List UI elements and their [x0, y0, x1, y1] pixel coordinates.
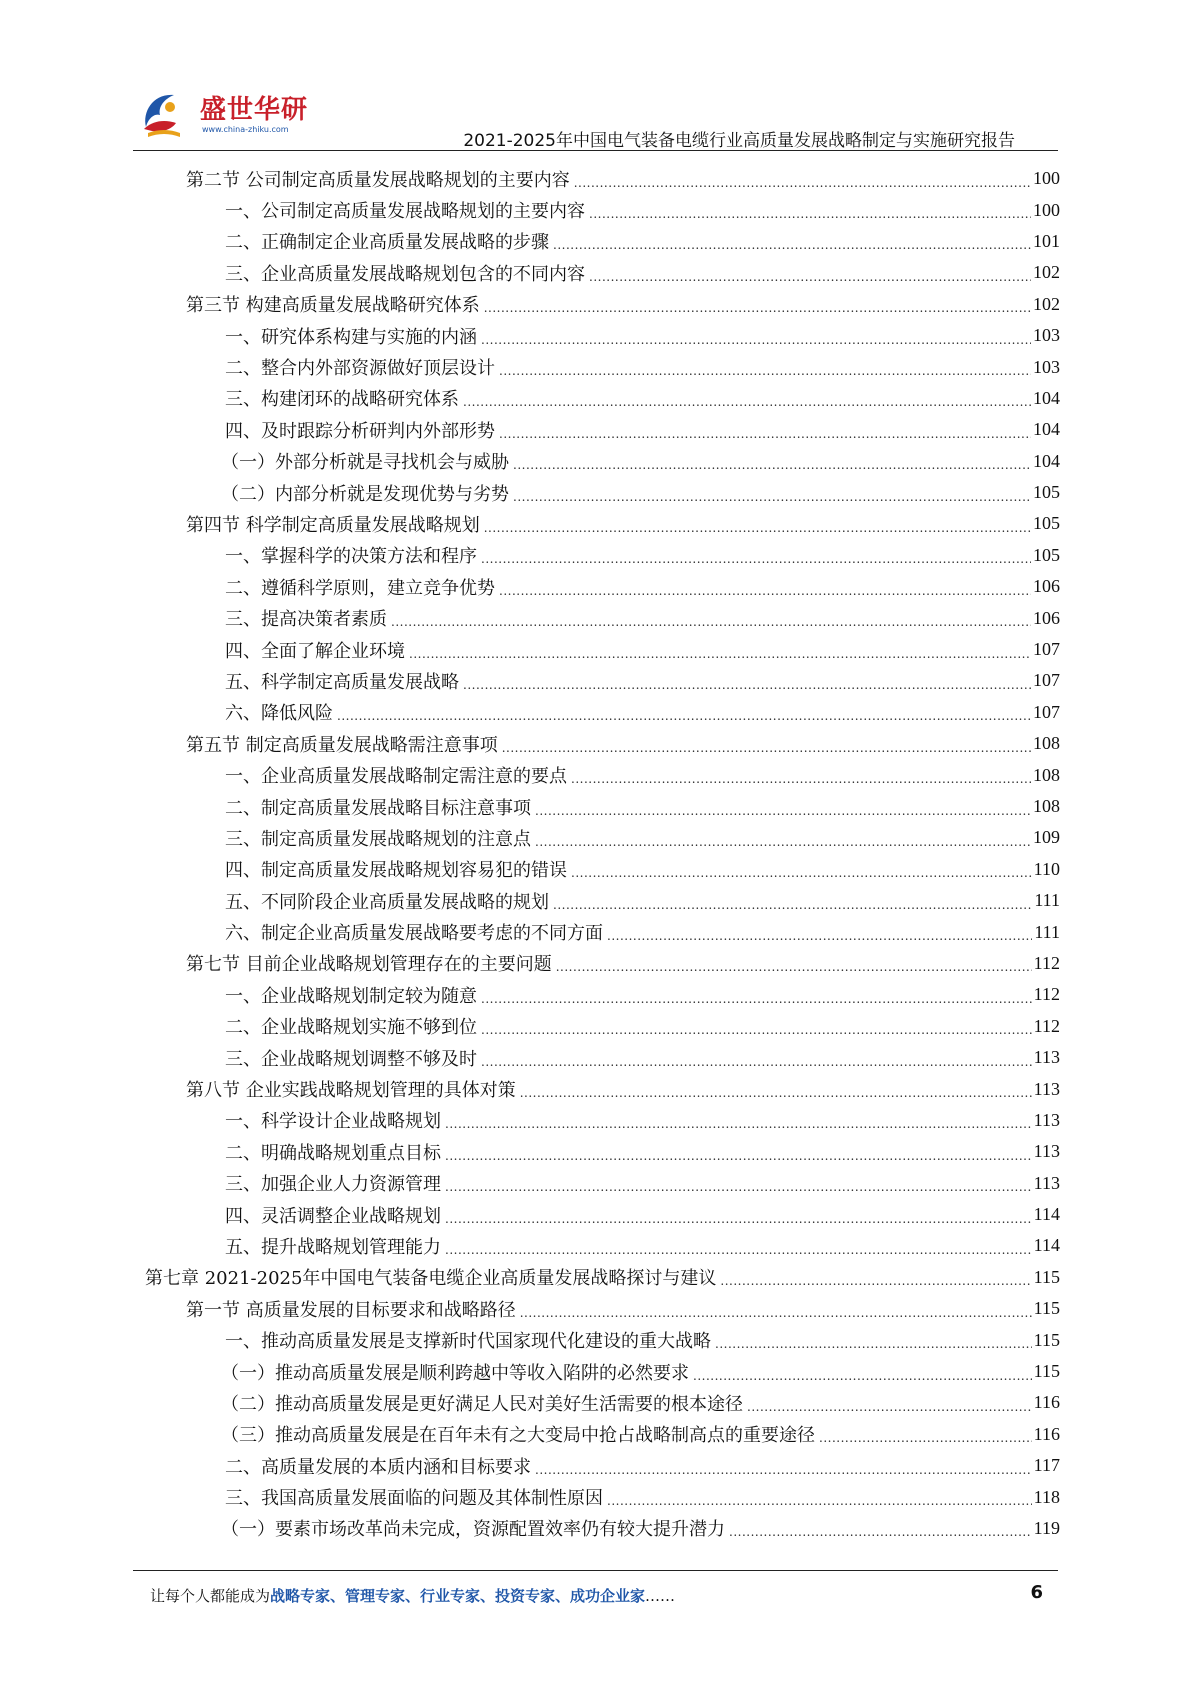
toc-entry-page: 117: [1033, 1455, 1060, 1476]
toc-entry-title: 一、公司制定高质量发展战略规划的主要内容: [225, 201, 585, 223]
toc-leader-dots: [481, 1017, 1032, 1035]
toc-entry[interactable]: [145, 822, 1060, 853]
toc-entry-page: 108: [1033, 764, 1060, 785]
toc-entry-title: 三、我国高质量发展面临的问题及其体制性原因: [225, 1488, 603, 1510]
toc-entry-page: 116: [1033, 1392, 1060, 1413]
toc-entry-title: （一）推动高质量发展是顺利跨越中等收入陷阱的必然要求: [221, 1362, 689, 1384]
toc-leader-dots: [445, 1143, 1032, 1161]
company-logo: [138, 85, 308, 145]
toc-entry[interactable]: [145, 1230, 1060, 1261]
toc-entry-title: 一、掌握科学的决策方法和程序: [225, 546, 477, 568]
page-number: 6: [1030, 1582, 1043, 1603]
toc-entry[interactable]: [145, 728, 1060, 759]
toc-leader-dots: [481, 546, 1031, 564]
toc-entry-page: 116: [1033, 1423, 1060, 1444]
toc-entry[interactable]: [145, 791, 1060, 822]
toc-leader-dots: [502, 735, 1031, 753]
toc-entry[interactable]: [145, 257, 1060, 288]
toc-entry-title: （一）外部分析就是寻找机会与威胁: [221, 452, 509, 474]
toc-entry-title: （三）推动高质量发展是在百年未有之大变局中抢占战略制高点的重要途径: [221, 1425, 815, 1447]
toc-leader-dots: [499, 358, 1031, 376]
toc-entry-title: 四、制定高质量发展战略规划容易犯的错误: [225, 860, 567, 882]
toc-leader-dots: [463, 672, 1031, 690]
toc-entry-page: 105: [1033, 513, 1060, 534]
toc-entry[interactable]: [145, 1481, 1060, 1512]
toc-entry[interactable]: [145, 1293, 1060, 1324]
toc-leader-dots: [715, 1331, 1032, 1349]
slogan-prefix: 让每个人都能成为: [150, 1587, 271, 1605]
toc-entry-title: 一、科学设计企业战略规划: [225, 1111, 441, 1133]
toc-entry[interactable]: [145, 1136, 1060, 1167]
toc-entry[interactable]: [145, 289, 1060, 320]
toc-entry-title: 第七章 2021-2025年中国电气装备电缆企业高质量发展战略探讨与建议: [145, 1268, 717, 1290]
toc-entry-title: 一、推动高质量发展是支撑新时代国家现代化建设的重大战略: [225, 1331, 711, 1353]
toc-entry-title: 五、科学制定高质量发展战略: [225, 671, 459, 693]
toc-entry-title: 第五节 制定高质量发展战略需注意事项: [186, 734, 498, 756]
toc-entry-page: 112: [1033, 952, 1060, 973]
toc-entry-page: 107: [1033, 639, 1060, 660]
toc-leader-dots: [484, 295, 1031, 313]
toc-entry-title: 四、全面了解企业环境: [225, 640, 405, 662]
toc-entry-page: 102: [1033, 293, 1060, 314]
toc-leader-dots: [589, 201, 1031, 219]
toc-entry-page: 103: [1033, 356, 1060, 377]
footer-slogan: [150, 1585, 675, 1606]
toc-entry-page: 115: [1033, 1361, 1060, 1382]
toc-entry-page: 112: [1033, 984, 1060, 1005]
toc-entry-page: 101: [1033, 230, 1060, 251]
toc-leader-dots: [481, 986, 1032, 1004]
toc-entry-title: 第三节 构建高质量发展战略研究体系: [186, 295, 480, 317]
toc-leader-dots: [571, 766, 1031, 784]
header-divider: [133, 150, 1058, 151]
page-header: [0, 0, 1191, 150]
toc-entry[interactable]: [145, 414, 1060, 445]
toc-entry[interactable]: [145, 979, 1060, 1010]
toc-entry-title: 三、企业战略规划调整不够及时: [225, 1048, 477, 1070]
toc-entry[interactable]: [145, 1324, 1060, 1355]
toc-entry-title: （二）内部分析就是发现优势与劣势: [221, 483, 509, 505]
toc-entry[interactable]: [145, 665, 1060, 696]
toc-entry-page: 100: [1033, 168, 1060, 189]
toc-entry[interactable]: [145, 1105, 1060, 1136]
logo-url: www.china-zhiku.com: [202, 125, 289, 134]
toc-entry[interactable]: [145, 1073, 1060, 1104]
slogan-suffix: ……: [645, 1587, 676, 1605]
toc-entry-page: 108: [1033, 796, 1060, 816]
toc-entry[interactable]: [145, 477, 1060, 508]
toc-entry-page: 113: [1033, 1109, 1060, 1130]
toc-entry-page: 100: [1033, 199, 1060, 220]
toc-entry-title: 二、明确战略规划重点目标: [225, 1142, 441, 1164]
toc-entry-title: 六、降低风险: [225, 703, 333, 725]
toc-leader-dots: [747, 1394, 1032, 1412]
toc-entry-page: 111: [1034, 921, 1060, 942]
toc-entry[interactable]: [145, 383, 1060, 414]
toc-leader-dots: [574, 170, 1031, 188]
toc-entry[interactable]: [145, 916, 1060, 947]
toc-entry-page: 114: [1033, 1204, 1060, 1225]
toc-leader-dots: [535, 798, 1031, 816]
footer-divider: [133, 1570, 1058, 1571]
toc-entry[interactable]: [145, 854, 1060, 885]
toc-leader-dots: [499, 578, 1031, 596]
table-of-contents: [145, 163, 1060, 1544]
toc-leader-dots: [571, 860, 1032, 878]
toc-entry-page: 118: [1033, 1486, 1060, 1507]
toc-leader-dots: [819, 1425, 1032, 1443]
toc-entry-title: （二）推动高质量发展是更好满足人民对美好生活需要的根本途径: [221, 1393, 743, 1415]
toc-leader-dots: [607, 1488, 1032, 1506]
toc-entry[interactable]: [145, 1387, 1060, 1418]
toc-entry-title: 二、制定高质量发展战略目标注意事项: [225, 797, 531, 819]
toc-entry-page: 114: [1033, 1235, 1060, 1256]
toc-entry-title: 二、正确制定企业高质量发展战略的步骤: [225, 232, 549, 254]
toc-entry-title: 第八节 企业实践战略规划管理的具体对策: [186, 1080, 516, 1102]
toc-entry-page: 115: [1033, 1266, 1060, 1287]
toc-entry-title: 第四节 科学制定高质量发展战略规划: [186, 514, 480, 536]
toc-leader-dots: [445, 1111, 1032, 1129]
toc-leader-dots: [481, 1049, 1032, 1067]
toc-entry-page: 113: [1033, 1141, 1060, 1162]
toc-leader-dots: [513, 452, 1031, 470]
toc-entry-title: （一）要素市场改革尚未完成，资源配置效率仍有较大提升潜力: [221, 1519, 725, 1541]
toc-entry-title: 三、企业高质量发展战略规划包含的不同内容: [225, 263, 585, 285]
toc-leader-dots: [445, 1206, 1032, 1224]
toc-entry-title: 第一节 高质量发展的目标要求和战略路径: [186, 1299, 516, 1321]
logo-emblem-icon: [138, 85, 198, 145]
toc-leader-dots: [484, 515, 1031, 533]
toc-entry-page: 115: [1033, 1329, 1060, 1350]
toc-entry[interactable]: [145, 1011, 1060, 1042]
toc-entry[interactable]: [145, 602, 1060, 633]
toc-entry-title: 第二节 公司制定高质量发展战略规划的主要内容: [186, 169, 570, 191]
toc-leader-dots: [589, 264, 1031, 282]
toc-entry-title: 一、企业高质量发展战略制定需注意的要点: [225, 766, 567, 788]
toc-entry[interactable]: [145, 571, 1060, 602]
toc-leader-dots: [445, 1174, 1032, 1192]
toc-entry-title: 第七节 目前企业战略规划管理存在的主要问题: [186, 954, 552, 976]
toc-entry-page: 113: [1033, 1047, 1060, 1068]
toc-entry[interactable]: [145, 1356, 1060, 1387]
toc-entry[interactable]: [145, 1042, 1060, 1073]
toc-entry[interactable]: [145, 320, 1060, 351]
toc-entry[interactable]: [145, 226, 1060, 257]
toc-entry-page: 106: [1033, 576, 1060, 597]
toc-leader-dots: [535, 1457, 1032, 1475]
toc-entry[interactable]: [145, 194, 1060, 225]
toc-leader-dots: [499, 421, 1031, 439]
toc-entry[interactable]: [145, 1262, 1060, 1293]
toc-entry[interactable]: [145, 351, 1060, 382]
toc-entry[interactable]: [145, 697, 1060, 728]
toc-entry-title: 三、加强企业人力资源管理: [225, 1174, 441, 1196]
toc-entry-page: 106: [1033, 607, 1060, 628]
toc-entry[interactable]: [145, 948, 1060, 979]
toc-entry-title: 一、企业战略规划制定较为随意: [225, 985, 477, 1007]
toc-leader-dots: [463, 389, 1031, 407]
toc-entry[interactable]: [145, 634, 1060, 665]
toc-entry-title: 五、不同阶段企业高质量发展战略的规划: [225, 891, 549, 913]
toc-entry-title: 二、高质量发展的本质内涵和目标要求: [225, 1456, 531, 1478]
toc-entry-title: 二、企业战略规划实施不够到位: [225, 1017, 477, 1039]
toc-leader-dots: [535, 829, 1031, 847]
toc-entry-title: 五、提升战略规划管理能力: [225, 1236, 441, 1258]
toc-leader-dots: [556, 954, 1032, 972]
toc-leader-dots: [553, 232, 1031, 250]
toc-entry-title: 三、制定高质量发展战略规划的注意点: [225, 828, 531, 850]
toc-entry-title: 三、构建闭环的战略研究体系: [225, 389, 459, 411]
toc-entry-page: 104: [1033, 450, 1060, 471]
toc-entry[interactable]: [145, 508, 1060, 539]
toc-entry-page: 102: [1033, 262, 1060, 283]
logo-name: 盛世华研: [200, 95, 309, 125]
toc-entry[interactable]: [145, 759, 1060, 790]
toc-entry-page: 109: [1033, 827, 1060, 848]
toc-entry-title: 二、整合内外部资源做好顶层设计: [225, 358, 495, 380]
toc-entry-page: 111: [1034, 890, 1060, 911]
toc-leader-dots: [445, 1237, 1032, 1255]
toc-leader-dots: [607, 923, 1032, 941]
toc-entry[interactable]: [145, 1168, 1060, 1199]
toc-entry-page: 108: [1033, 733, 1060, 754]
toc-entry[interactable]: [145, 1419, 1060, 1450]
toc-leader-dots: [481, 327, 1031, 345]
toc-leader-dots: [729, 1519, 1032, 1537]
toc-entry-title: 四、灵活调整企业战略规划: [225, 1205, 441, 1227]
toc-leader-dots: [409, 641, 1031, 659]
toc-entry[interactable]: [145, 1513, 1060, 1544]
toc-entry[interactable]: [145, 885, 1060, 916]
toc-entry-page: 112: [1033, 1015, 1060, 1036]
toc-leader-dots: [520, 1300, 1032, 1318]
toc-entry[interactable]: [145, 1199, 1060, 1230]
toc-entry-title: 六、制定企业高质量发展战略要考虑的不同方面: [225, 923, 603, 945]
toc-leader-dots: [513, 484, 1031, 502]
toc-entry-page: 115: [1033, 1298, 1060, 1319]
report-title: 2021-2025年中国电气装备电缆行业高质量发展战略制定与实施研究报告: [463, 131, 1015, 151]
toc-entry-title: 一、研究体系构建与实施的内涵: [225, 326, 477, 348]
toc-entry[interactable]: [145, 163, 1060, 194]
toc-entry-page: 105: [1033, 482, 1060, 503]
toc-entry-page: 105: [1033, 544, 1060, 565]
toc-entry-page: 113: [1033, 1078, 1060, 1099]
toc-entry-title: 四、及时跟踪分析研判内外部形势: [225, 420, 495, 442]
toc-leader-dots: [553, 892, 1032, 910]
toc-leader-dots: [391, 609, 1031, 627]
toc-entry-page: 107: [1033, 670, 1060, 691]
toc-entry[interactable]: [145, 446, 1060, 477]
toc-entry-page: 104: [1033, 419, 1060, 440]
toc-entry-page: 119: [1033, 1517, 1060, 1538]
slogan-highlight: 战略专家、管理专家、行业专家、投资专家、成功企业家: [270, 1587, 646, 1605]
toc-entry-page: 103: [1033, 325, 1060, 346]
toc-entry[interactable]: [145, 540, 1060, 571]
toc-entry-title: 二、遵循科学原则，建立竞争优势: [225, 577, 495, 599]
toc-entry[interactable]: [145, 1450, 1060, 1481]
toc-entry-title: 三、提高决策者素质: [225, 609, 387, 631]
toc-leader-dots: [693, 1363, 1032, 1381]
toc-leader-dots: [520, 1080, 1032, 1098]
toc-entry-page: 110: [1033, 858, 1060, 879]
toc-entry-page: 113: [1033, 1172, 1060, 1193]
toc-entry-page: 104: [1033, 387, 1060, 408]
toc-entry-page: 107: [1033, 701, 1060, 722]
toc-leader-dots: [337, 703, 1031, 721]
toc-leader-dots: [720, 1268, 1031, 1286]
